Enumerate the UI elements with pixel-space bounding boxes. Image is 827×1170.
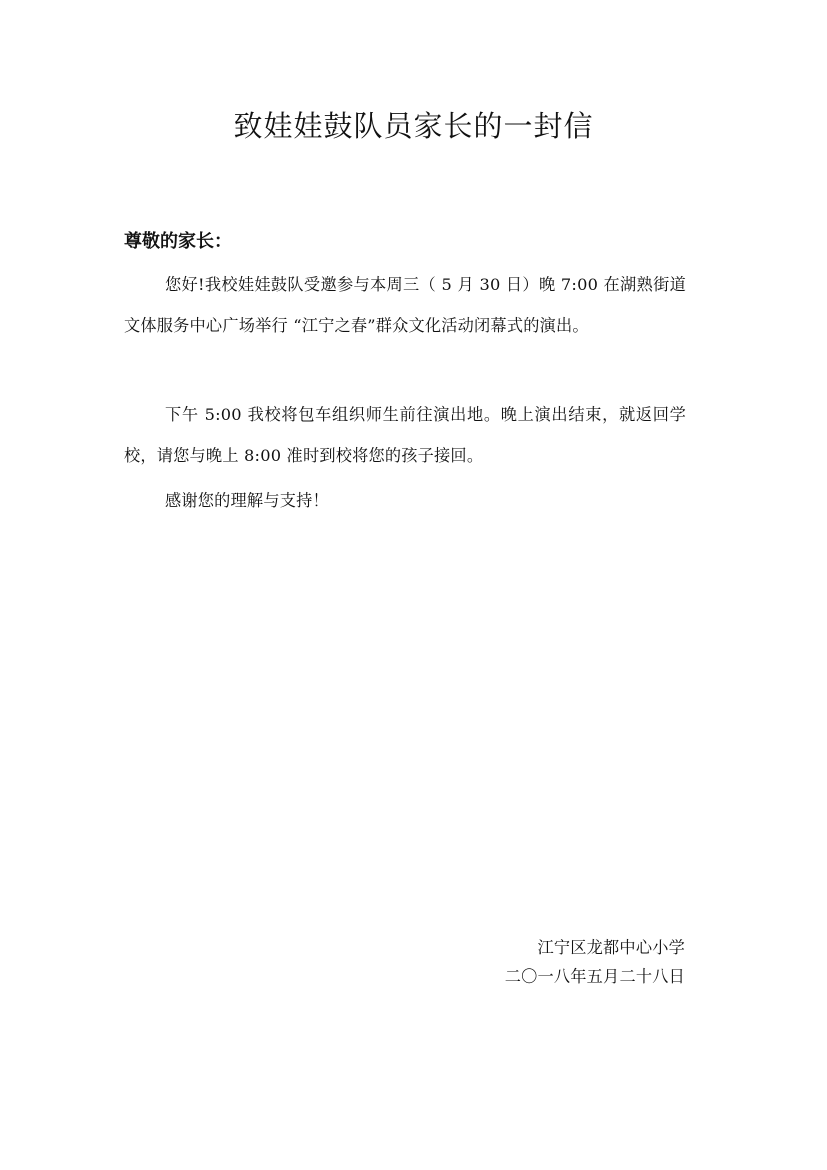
paragraph-thanks: 感谢您的理解与支持！ — [165, 491, 329, 510]
salutation: 尊敬的家长： — [124, 231, 232, 252]
paragraph-schedule: 下午 5:00 我校将包车组织师生前往演出地。晚上演出结束，就返回学校，请您与晚上 8:00 准时到校将您的孩子接回。 — [124, 405, 686, 465]
paragraph-invitation: 您好!我校娃娃鼓队受邀参与本周三（ 5 月 30 日）晚 7:00 在湖熟街道文体服务中心广场举行 “江宁之春”群众文化活动闭幕式的演出。 — [124, 275, 686, 335]
letter-title: 致娃娃鼓队员家长的一封信 — [233, 109, 594, 143]
signature-block — [505, 933, 685, 991]
signature-date: 二〇一八年五月二十八日 — [504, 967, 685, 986]
signature-organization: 江宁区龙都中心小学 — [537, 938, 685, 957]
